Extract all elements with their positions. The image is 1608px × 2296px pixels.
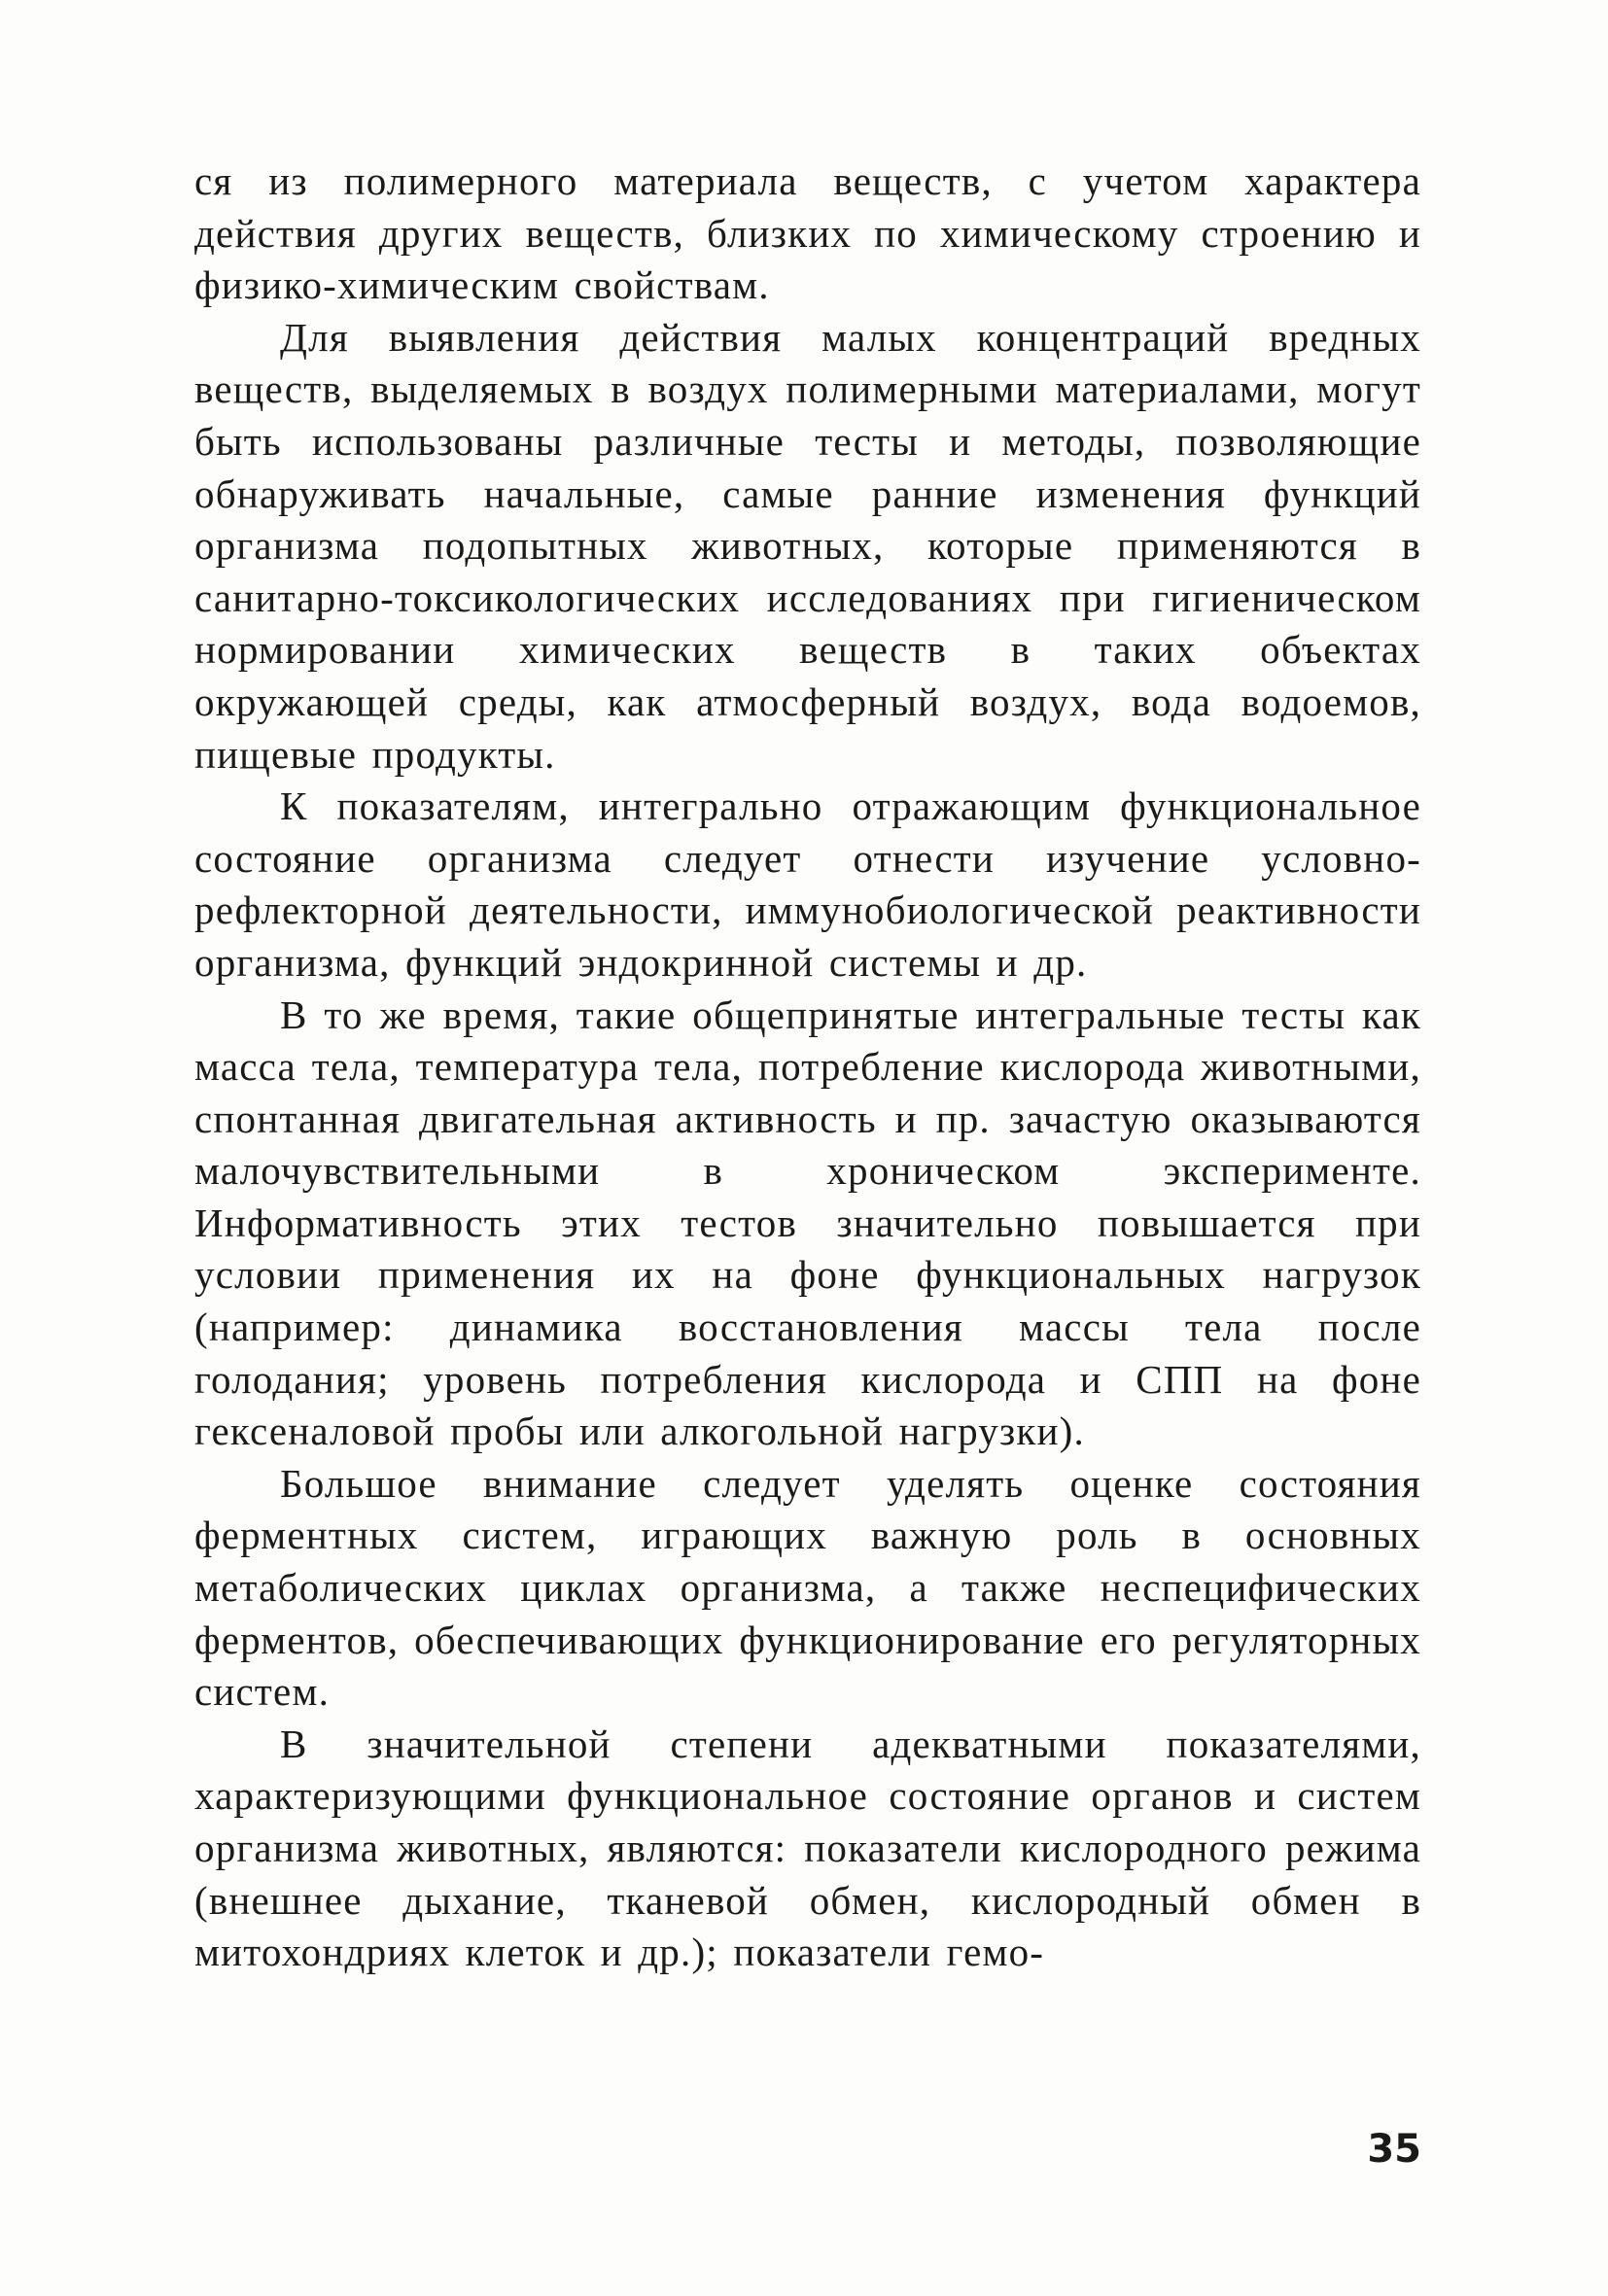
paragraph-common-tests: В то же время, такие общепринятые интегральные тесты как масса тела, температура тела, потребление кислорода животными, спонтанная двигательная активность и пр. зачастую оказываются малочувствительными в хроническом эксперименте. Информативность этих тестов значительно повышается при условии применения их на фоне функциональных нагрузок (например: динамика восстановления массы тела после голодания; уровень потребления кислорода и СПП на фоне гексеналовой пробы или алкогольной нагрузки). — [194, 991, 1421, 1454]
paragraph-adequate-indicators: В значительной степени адекватными показателями, характеризующими функциональное состояние органов и систем организма животных, являются: показатели кислородного режима (внешнее дыхание, тканевой обмен, кислородный обмен в митохондриях клеток и др.); показатели гемо- — [194, 1721, 1421, 1975]
paragraph-continuation: ся из полимерного материала веществ, с учетом характера действия других веществ, близких по химическому строению и физико-химическим свойствам. — [194, 158, 1421, 308]
paragraph-integral-indicators: К показателям, интегрально отражающим функциональное состояние организма следует отнести изучение условно-рефлекторной деятельности, иммунобиологической реактивности организма, функций эндокринной системы и др. — [194, 783, 1421, 985]
paragraph-test-methods: Для выявления действия малых концентраций вредных веществ, выделяемых в воздух полимерными материалами, могут быть использованы различные тесты и методы, позволяющие обнаруживать начальные, самые ранние изменения функций организма подопытных животных, которые применяются в санитарно-токсикологических исследованиях при гигиеническом нормировании химических веществ в таких объектах окружающей среды, как атмосферный воздух, вода водоемов, пищевые продукты. — [194, 314, 1421, 777]
paragraph-enzyme-systems: Большое внимание следует уделять оценке состояния ферментных систем, играющих важную роль в основных метаболических циклах организма, а также неспецифических ферментов, обеспечивающих функционирование его регуляторных систем. — [194, 1460, 1421, 1715]
page-number: 35 — [1367, 2127, 1421, 2172]
body-text — [194, 156, 1421, 1979]
